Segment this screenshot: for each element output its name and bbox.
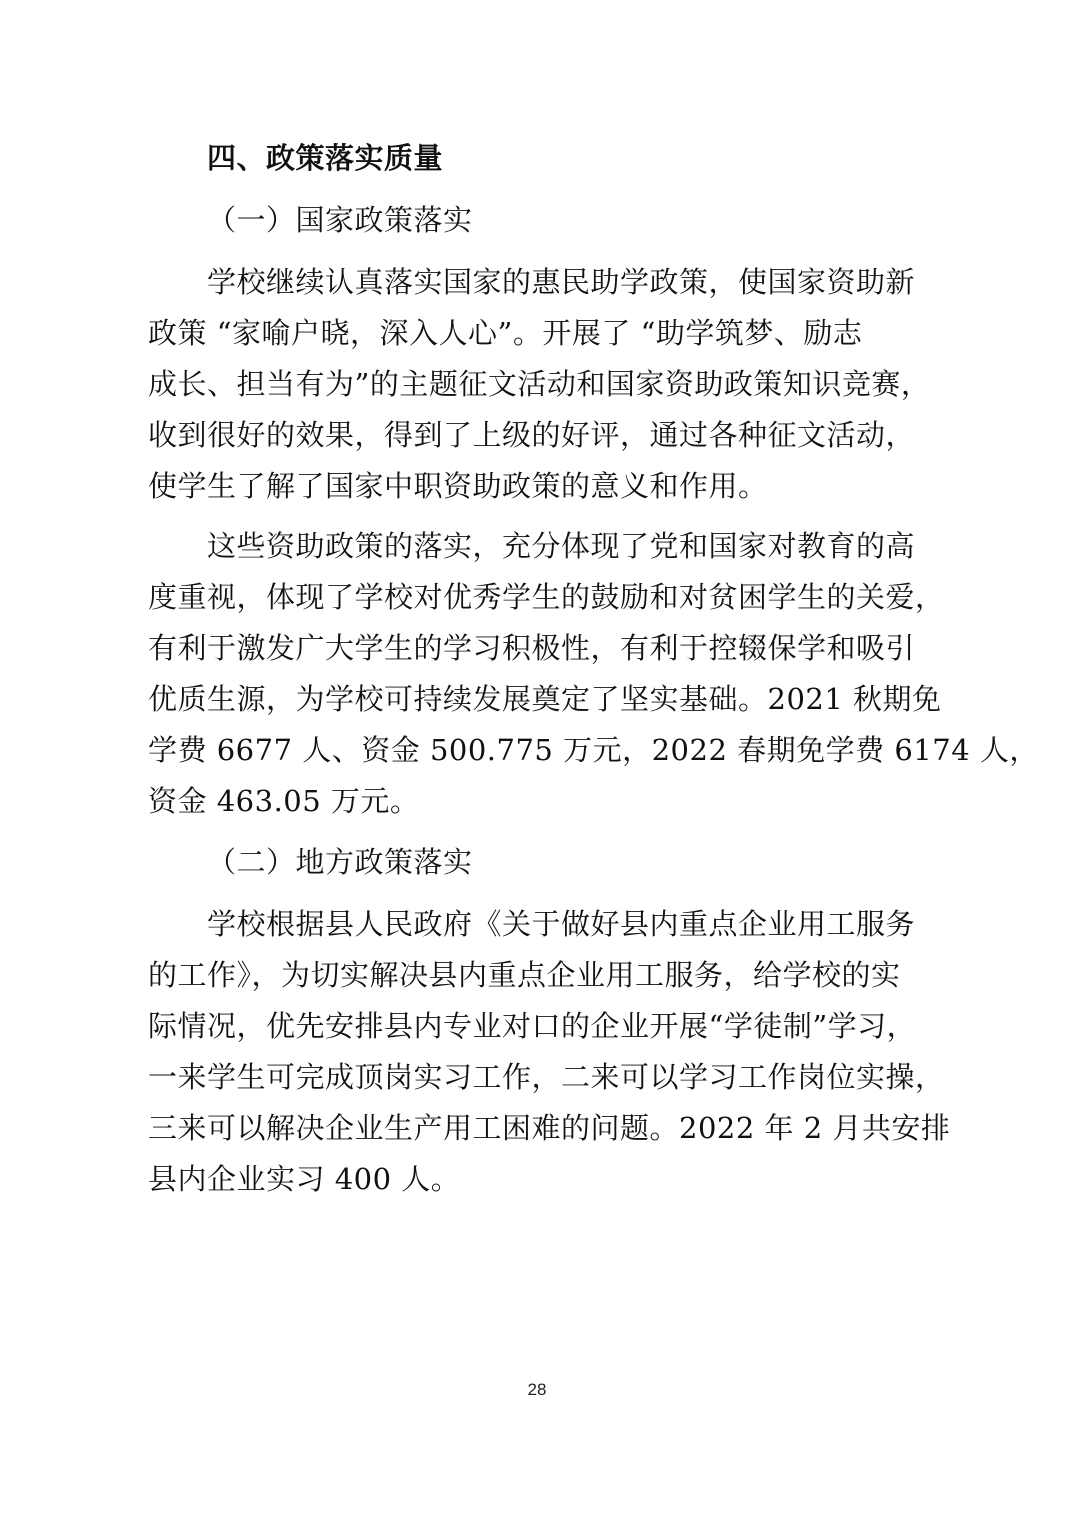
paragraph-line: 有利于激发广大学生的学习积极性，有利于控辍保学和吸引 xyxy=(148,631,916,665)
paragraph-line: 一来学生可完成顶岗实习工作，二来可以学习工作岗位实操， xyxy=(148,1060,945,1094)
paragraph-line: 学校继续认真落实国家的惠民助学政策，使国家资助新 xyxy=(207,265,916,299)
paragraph-line: 县内企业实习 400 人。 xyxy=(148,1162,461,1196)
paragraph-line: 使学生了解了国家中职资助政策的意义和作用。 xyxy=(148,469,768,503)
paragraph-line: 优质生源，为学校可持续发展奠定了坚实基础。2021 秋期免 xyxy=(148,682,942,716)
paragraph-line: 三来可以解决企业生产用工困难的问题。2022 年 2 月共安排 xyxy=(148,1111,951,1145)
paragraph-line: 学费 6677 人、资金 500.775 万元，2022 春期免学费 6174 人， xyxy=(148,733,1039,767)
paragraph-line: 学校根据县人民政府《关于做好县内重点企业用工服务 xyxy=(207,907,916,941)
paragraph-line: 际情况，优先安排县内专业对口的企业开展“学徒制”学习， xyxy=(148,1009,917,1043)
paragraph-line: 度重视，体现了学校对优秀学生的鼓励和对贫困学生的关爱， xyxy=(148,580,945,614)
section-title: 四、政策落实质量 xyxy=(207,141,444,175)
paragraph-line: 成长、担当有为”的主题征文活动和国家资助政策知识竞赛， xyxy=(148,367,931,401)
paragraph-line: 的工作》，为切实解决县内重点企业用工服务，给学校的实 xyxy=(148,958,901,992)
subsection-heading-local: （二）地方政策落实 xyxy=(207,845,473,879)
paragraph-line: 这些资助政策的落实，充分体现了党和国家对教育的高 xyxy=(207,529,916,563)
page-number: 28 xyxy=(527,1380,547,1399)
paragraph-line: 资金 463.05 万元。 xyxy=(148,784,420,818)
subsection-heading-national: （一）国家政策落实 xyxy=(207,203,473,237)
paragraph-line: 政策 “家喻户晓，深入人心”。开展了 “助学筑梦、励志 xyxy=(148,316,863,350)
paragraph-line: 收到很好的效果，得到了上级的好评，通过各种征文活动， xyxy=(148,418,916,452)
